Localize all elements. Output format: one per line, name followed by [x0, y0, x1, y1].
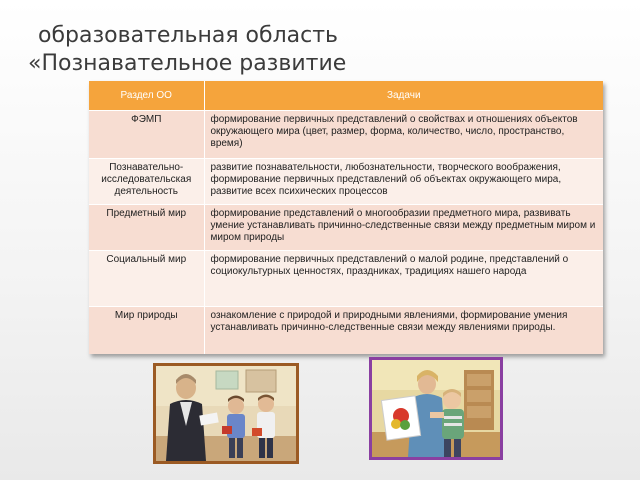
- section-cell: Предметный мир: [89, 205, 204, 251]
- photo-child-with-picture: [369, 357, 503, 460]
- table-row: [89, 111, 603, 159]
- tasks-table: [89, 81, 603, 354]
- header-tasks: Задачи: [204, 81, 603, 111]
- tasks-cell: формирование представлений о многообразии предметного мира, развивать умение устанавливать причинно-следственные связи между предметным миром и миром природы: [204, 205, 603, 251]
- table-row: [89, 159, 603, 205]
- section-cell: Мир природы: [89, 307, 204, 354]
- header-section: Раздел ОО: [89, 81, 204, 111]
- table-row: [89, 307, 603, 354]
- slide-title-line2: «Познавательное развитие: [28, 51, 347, 76]
- section-cell: Социальный мир: [89, 251, 204, 307]
- tasks-cell: ознакомление с природой и природными явлениями, формирование умения устанавливать причинно-следственные связи между явлениями природы.: [204, 307, 603, 354]
- table-row: [89, 251, 603, 307]
- slide-title-line1: образовательная область: [38, 23, 338, 48]
- photo-teacher-with-children: [153, 363, 299, 464]
- table-header-row: [89, 81, 603, 111]
- table-row: [89, 205, 603, 251]
- section-cell: ФЭМП: [89, 111, 204, 159]
- tasks-cell: формирование первичных представлений о малой родине, представлений о социокультурных ценностях, праздниках, традициях нашего народа: [204, 251, 603, 307]
- tasks-cell: развитие познавательности, любознательности, творческого воображения, формирование первичных представлений об объектах окружающего мира, развитие всех психических процессов: [204, 159, 603, 205]
- tasks-cell: формирование первичных представлений о свойствах и отношениях объектов окружающего мира (цвет, размер, форма, количество, число, пространство, время): [204, 111, 603, 159]
- section-cell: Познавательно-исследовательская деятельность: [89, 159, 204, 205]
